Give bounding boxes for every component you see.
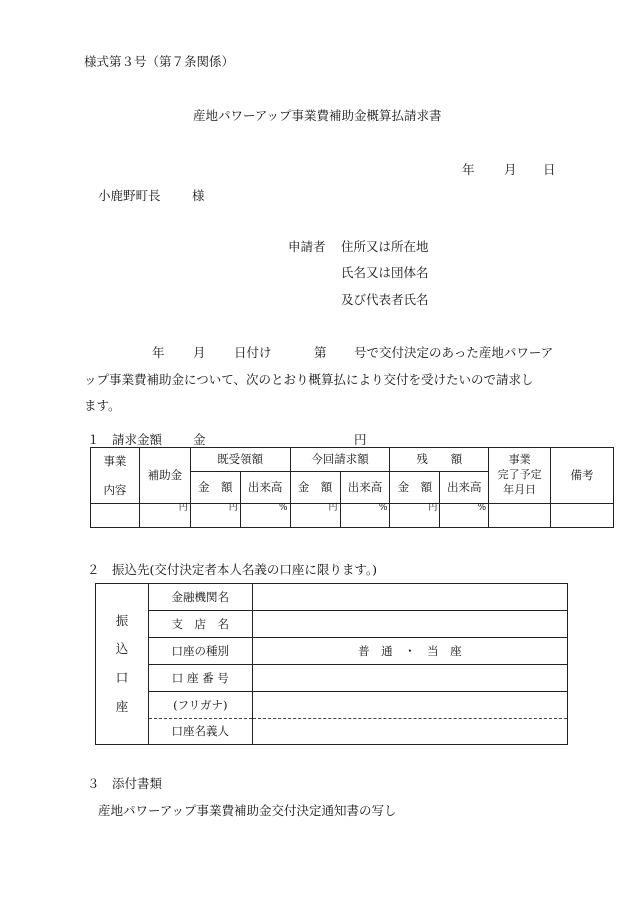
side-label-furikomi-koza: 振 込 口 座 — [96, 584, 149, 745]
cell-zan-kingaku[interactable]: 円 — [390, 504, 440, 528]
cell-konkai-kingaku[interactable]: 円 — [290, 504, 340, 528]
header-biko: 備考 — [551, 448, 614, 504]
body-line1-rest: 号で交付決定のあった産地パワーア — [354, 345, 554, 360]
body-year: 年 — [152, 345, 165, 360]
label-furigana: (フリガナ) — [148, 692, 252, 719]
header-konkai: 今回請求額 — [290, 448, 390, 472]
applicant-name-label: 氏名又は団体名 — [341, 265, 429, 280]
addressee-honorific: 様 — [192, 188, 205, 203]
cell-zan-dekidaka[interactable]: % — [440, 504, 489, 528]
attachment-item: 産地パワーアップ事業費補助金交付決定通知書の写し — [98, 803, 397, 818]
label-account-type: 口座の種別 — [148, 638, 252, 665]
cell-kiju-kingaku[interactable]: 円 — [190, 504, 240, 528]
body-month: 月 — [193, 345, 206, 360]
section3-label: 添付書類 — [112, 776, 163, 791]
request-amount-table — [90, 447, 614, 528]
header-kiju-dekidaka: 出来高 — [240, 472, 290, 504]
date-month-label: 月 — [504, 162, 517, 177]
field-account-number[interactable] — [252, 665, 567, 692]
header-zan-dekidaka: 出来高 — [440, 472, 489, 504]
cell-kanryo[interactable] — [489, 504, 551, 528]
bank-account-table — [95, 583, 568, 745]
field-furigana[interactable] — [252, 692, 567, 719]
applicant-representative-label: 及び代表者氏名 — [341, 292, 429, 307]
label-account-number: 口 座 番 号 — [148, 665, 252, 692]
body-line2: ップ事業費補助金について、次のとおり概算払により交付を受けたいので請求し — [84, 372, 534, 387]
field-account-holder[interactable] — [252, 719, 567, 745]
page-title: 産地パワーアップ事業費補助金概算払請求書 — [193, 108, 442, 123]
section1-label: 請求金額 — [112, 432, 163, 447]
label-bank-name: 金融機関名 — [148, 584, 252, 611]
section1-kin: 金 — [193, 432, 206, 447]
header-jigyo-naiyo: 事業 内容 — [91, 448, 140, 504]
label-branch-name: 支 店 名 — [148, 611, 252, 638]
cell-hojokin[interactable]: 円 — [139, 504, 190, 528]
cell-kiju-dekidaka[interactable]: % — [240, 504, 290, 528]
header-zan: 残 額 — [390, 448, 489, 472]
section2-label: 振込先(交付決定者本人名義の口座に限ります。) — [112, 562, 378, 577]
applicant-address-label: 住所又は所在地 — [341, 239, 429, 254]
section1-number: １ — [87, 432, 100, 447]
field-branch-name[interactable] — [252, 611, 567, 638]
applicant-label: 申請者 — [288, 239, 326, 254]
date-day-label: 日 — [543, 162, 556, 177]
body-dated: 日付け — [234, 345, 272, 360]
body-line3: ます。 — [84, 398, 121, 413]
body-no-prefix: 第 — [314, 345, 327, 360]
header-kanryo: 事業 完了予定 年月日 — [489, 448, 551, 504]
header-hojokin: 補助金 — [139, 448, 190, 504]
date-year-label: 年 — [462, 162, 475, 177]
header-kiju: 既受領額 — [190, 448, 290, 472]
header-konkai-kingaku: 金 額 — [290, 472, 340, 504]
cell-jigyo-naiyo[interactable] — [91, 504, 140, 528]
label-account-holder: 口座名義人 — [148, 719, 252, 745]
header-zan-kingaku: 金 額 — [390, 472, 440, 504]
form-number: 様式第３号（第７条関係） — [84, 54, 235, 69]
field-bank-name[interactable] — [252, 584, 567, 611]
section3-number: ３ — [87, 776, 100, 791]
addressee-name: 小鹿野町長 — [98, 188, 161, 203]
field-account-type[interactable]: 普 通 ・ 当 座 — [252, 638, 567, 665]
cell-biko[interactable] — [551, 504, 614, 528]
header-kiju-kingaku: 金 額 — [190, 472, 240, 504]
header-konkai-dekidaka: 出来高 — [340, 472, 390, 504]
section2-number: ２ — [87, 562, 100, 577]
section1-yen: 円 — [354, 432, 367, 447]
cell-konkai-dekidaka[interactable]: % — [340, 504, 390, 528]
